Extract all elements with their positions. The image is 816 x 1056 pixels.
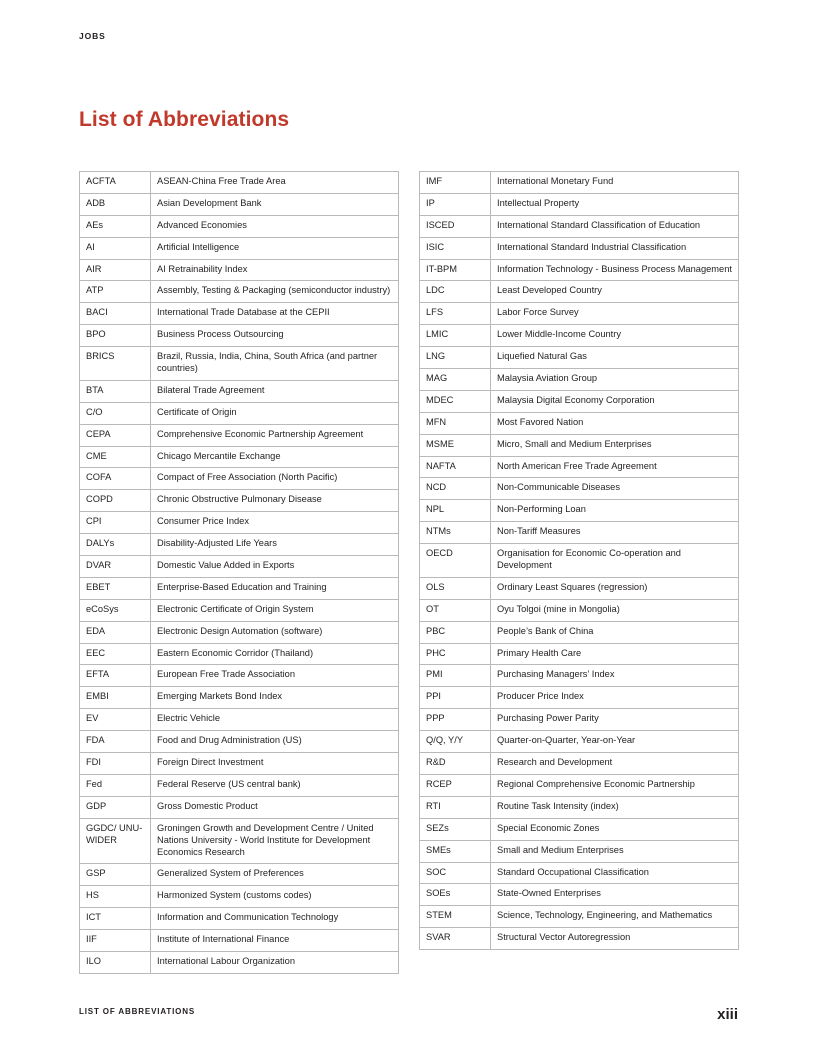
- abbreviation-term: C/O: [80, 402, 151, 424]
- table-row: [420, 500, 739, 522]
- table-row: [420, 325, 739, 347]
- abbreviation-term: Q/Q, Y/Y: [420, 731, 491, 753]
- table-row: [80, 380, 399, 402]
- abbreviation-term: BRICS: [80, 347, 151, 381]
- table-row: [80, 281, 399, 303]
- table-row: [420, 884, 739, 906]
- abbreviation-definition: Primary Health Care: [491, 643, 739, 665]
- abbreviation-term: ADB: [80, 193, 151, 215]
- table-row: [420, 577, 739, 599]
- abbreviation-term: IIF: [80, 930, 151, 952]
- table-row: [420, 434, 739, 456]
- table-row: [80, 753, 399, 775]
- table-row: [80, 774, 399, 796]
- abbreviation-definition: Comprehensive Economic Partnership Agreement: [151, 424, 399, 446]
- table-row: [420, 456, 739, 478]
- table-row: [420, 544, 739, 578]
- abbreviation-term: DALYs: [80, 534, 151, 556]
- table-row: [420, 796, 739, 818]
- table-row: [420, 621, 739, 643]
- table-row: [80, 709, 399, 731]
- abbreviation-term: ACFTA: [80, 172, 151, 194]
- abbreviation-definition: People’s Bank of China: [491, 621, 739, 643]
- abbreviation-term: MAG: [420, 369, 491, 391]
- abbreviation-term: FDA: [80, 731, 151, 753]
- table-row: [420, 840, 739, 862]
- table-row: [80, 599, 399, 621]
- table-row: [420, 412, 739, 434]
- abbreviation-term: PBC: [420, 621, 491, 643]
- abbreviation-definition: Enterprise-Based Education and Training: [151, 577, 399, 599]
- abbreviation-definition: Science, Technology, Engineering, and Mathematics: [491, 906, 739, 928]
- abbreviation-definition: Gross Domestic Product: [151, 796, 399, 818]
- abbreviation-definition: Advanced Economies: [151, 215, 399, 237]
- abbreviation-term: NPL: [420, 500, 491, 522]
- abbreviation-term: LFS: [420, 303, 491, 325]
- abbreviation-term: MDEC: [420, 390, 491, 412]
- abbreviation-term: OLS: [420, 577, 491, 599]
- abbreviation-definition: Food and Drug Administration (US): [151, 731, 399, 753]
- abbreviation-term: SVAR: [420, 928, 491, 950]
- abbreviation-term: HS: [80, 886, 151, 908]
- abbreviation-definition: International Standard Industrial Classification: [491, 237, 739, 259]
- abbreviation-term: SOEs: [420, 884, 491, 906]
- abbreviations-column-right: [419, 171, 739, 974]
- abbreviation-definition: Lower Middle-Income Country: [491, 325, 739, 347]
- abbreviation-definition: Electric Vehicle: [151, 709, 399, 731]
- abbreviation-term: eCoSys: [80, 599, 151, 621]
- abbreviation-term: LDC: [420, 281, 491, 303]
- abbreviation-term: GGDC/ UNU-WIDER: [80, 818, 151, 864]
- table-row: [80, 347, 399, 381]
- table-row: [420, 237, 739, 259]
- table-row: [80, 215, 399, 237]
- table-row: [80, 172, 399, 194]
- abbreviation-definition: Labor Force Survey: [491, 303, 739, 325]
- table-row: [80, 512, 399, 534]
- abbreviation-term: MSME: [420, 434, 491, 456]
- table-row: [420, 281, 739, 303]
- abbreviation-term: LNG: [420, 347, 491, 369]
- abbreviation-term: EV: [80, 709, 151, 731]
- table-row: [80, 446, 399, 468]
- abbreviation-definition: Most Favored Nation: [491, 412, 739, 434]
- abbreviation-definition: Non-Performing Loan: [491, 500, 739, 522]
- abbreviation-term: ISCED: [420, 215, 491, 237]
- table-row: [80, 687, 399, 709]
- abbreviation-definition: ASEAN-China Free Trade Area: [151, 172, 399, 194]
- abbreviation-definition: Electronic Certificate of Origin System: [151, 599, 399, 621]
- abbreviation-definition: Institute of International Finance: [151, 930, 399, 952]
- abbreviation-term: AIR: [80, 259, 151, 281]
- table-row: [80, 468, 399, 490]
- page-number: xiii: [717, 1006, 738, 1023]
- abbreviations-columns: [79, 171, 739, 974]
- abbreviation-term: EBET: [80, 577, 151, 599]
- table-row: [420, 818, 739, 840]
- table-row: [80, 303, 399, 325]
- table-row: [80, 259, 399, 281]
- abbreviation-definition: Malaysia Aviation Group: [491, 369, 739, 391]
- table-row: [80, 665, 399, 687]
- abbreviation-term: EFTA: [80, 665, 151, 687]
- abbreviation-term: SMEs: [420, 840, 491, 862]
- abbreviation-definition: Chronic Obstructive Pulmonary Disease: [151, 490, 399, 512]
- abbreviation-term: PPP: [420, 709, 491, 731]
- table-row: [420, 928, 739, 950]
- abbreviation-definition: Groningen Growth and Development Centre / United Nations University - World Institute for Development Economics Research: [151, 818, 399, 864]
- table-row: [80, 818, 399, 864]
- abbreviation-definition: Liquefied Natural Gas: [491, 347, 739, 369]
- abbreviation-definition: International Standard Classification of Education: [491, 215, 739, 237]
- abbreviation-term: PPI: [420, 687, 491, 709]
- abbreviation-definition: International Monetary Fund: [491, 172, 739, 194]
- abbreviation-term: AI: [80, 237, 151, 259]
- abbreviation-definition: Consumer Price Index: [151, 512, 399, 534]
- abbreviation-definition: Malaysia Digital Economy Corporation: [491, 390, 739, 412]
- table-row: [420, 731, 739, 753]
- abbreviation-definition: AI Retrainability Index: [151, 259, 399, 281]
- abbreviation-definition: Ordinary Least Squares (regression): [491, 577, 739, 599]
- abbreviation-term: ISIC: [420, 237, 491, 259]
- abbreviation-definition: European Free Trade Association: [151, 665, 399, 687]
- abbreviation-definition: Regional Comprehensive Economic Partnership: [491, 774, 739, 796]
- table-row: [80, 643, 399, 665]
- abbreviation-term: FDI: [80, 753, 151, 775]
- abbreviation-term: LMIC: [420, 325, 491, 347]
- table-row: [80, 886, 399, 908]
- table-row: [420, 774, 739, 796]
- abbreviation-term: NAFTA: [420, 456, 491, 478]
- abbreviation-definition: Oyu Tolgoi (mine in Mongolia): [491, 599, 739, 621]
- table-row: [420, 369, 739, 391]
- table-row: [420, 303, 739, 325]
- abbreviation-definition: International Trade Database at the CEPII: [151, 303, 399, 325]
- abbreviation-definition: Disability-Adjusted Life Years: [151, 534, 399, 556]
- abbreviation-term: SOC: [420, 862, 491, 884]
- abbreviation-definition: Bilateral Trade Agreement: [151, 380, 399, 402]
- abbreviation-definition: Electronic Design Automation (software): [151, 621, 399, 643]
- abbreviation-term: MFN: [420, 412, 491, 434]
- abbreviation-term: RTI: [420, 796, 491, 818]
- abbreviation-definition: Routine Task Intensity (index): [491, 796, 739, 818]
- abbreviation-term: CEPA: [80, 424, 151, 446]
- abbreviation-definition: Intellectual Property: [491, 193, 739, 215]
- abbreviation-definition: Research and Development: [491, 753, 739, 775]
- abbreviation-definition: Quarter-on-Quarter, Year-on-Year: [491, 731, 739, 753]
- abbreviation-definition: Purchasing Power Parity: [491, 709, 739, 731]
- page-title: List of Abbreviations: [79, 108, 290, 131]
- abbreviation-definition: Non-Communicable Diseases: [491, 478, 739, 500]
- abbreviation-definition: Generalized System of Preferences: [151, 864, 399, 886]
- abbreviation-term: Fed: [80, 774, 151, 796]
- abbreviation-definition: Assembly, Testing & Packaging (semiconductor industry): [151, 281, 399, 303]
- table-row: [420, 643, 739, 665]
- abbreviation-definition: Federal Reserve (US central bank): [151, 774, 399, 796]
- table-row: [420, 906, 739, 928]
- abbreviation-term: STEM: [420, 906, 491, 928]
- abbreviation-definition: North American Free Trade Agreement: [491, 456, 739, 478]
- abbreviation-term: EEC: [80, 643, 151, 665]
- table-row: [420, 709, 739, 731]
- table-row: [420, 478, 739, 500]
- abbreviation-term: R&D: [420, 753, 491, 775]
- table-row: [420, 753, 739, 775]
- table-row: [80, 864, 399, 886]
- abbreviation-term: PMI: [420, 665, 491, 687]
- abbreviation-term: COPD: [80, 490, 151, 512]
- table-row: [420, 193, 739, 215]
- abbreviation-definition: Producer Price Index: [491, 687, 739, 709]
- abbreviation-definition: Micro, Small and Medium Enterprises: [491, 434, 739, 456]
- abbreviation-term: ICT: [80, 908, 151, 930]
- abbreviation-definition: Certificate of Origin: [151, 402, 399, 424]
- abbreviation-term: OECD: [420, 544, 491, 578]
- abbreviation-definition: Information Technology - Business Process Management: [491, 259, 739, 281]
- table-row: [80, 193, 399, 215]
- abbreviation-term: EMBI: [80, 687, 151, 709]
- abbreviations-table-left: [79, 171, 399, 974]
- table-row: [420, 172, 739, 194]
- abbreviation-definition: Compact of Free Association (North Pacific): [151, 468, 399, 490]
- table-row: [420, 665, 739, 687]
- abbreviation-definition: Artificial Intelligence: [151, 237, 399, 259]
- abbreviation-definition: Harmonized System (customs codes): [151, 886, 399, 908]
- abbreviation-term: RCEP: [420, 774, 491, 796]
- abbreviations-column-left: [79, 171, 399, 974]
- abbreviation-term: CME: [80, 446, 151, 468]
- table-row: [80, 237, 399, 259]
- abbreviation-definition: Standard Occupational Classification: [491, 862, 739, 884]
- abbreviation-term: IT-BPM: [420, 259, 491, 281]
- table-row: [80, 731, 399, 753]
- abbreviation-definition: Small and Medium Enterprises: [491, 840, 739, 862]
- table-row: [80, 325, 399, 347]
- abbreviation-term: PHC: [420, 643, 491, 665]
- table-row: [80, 534, 399, 556]
- abbreviation-definition: Foreign Direct Investment: [151, 753, 399, 775]
- table-row: [80, 577, 399, 599]
- table-row: [80, 951, 399, 973]
- abbreviation-term: BACI: [80, 303, 151, 325]
- abbreviation-term: AEs: [80, 215, 151, 237]
- abbreviation-definition: State-Owned Enterprises: [491, 884, 739, 906]
- abbreviation-definition: International Labour Organization: [151, 951, 399, 973]
- abbreviation-term: BTA: [80, 380, 151, 402]
- abbreviation-definition: Brazil, Russia, India, China, South Africa (and partner countries): [151, 347, 399, 381]
- abbreviation-term: EDA: [80, 621, 151, 643]
- table-row: [420, 390, 739, 412]
- abbreviation-term: BPO: [80, 325, 151, 347]
- abbreviation-definition: Non-Tariff Measures: [491, 522, 739, 544]
- abbreviation-term: COFA: [80, 468, 151, 490]
- abbreviation-term: GSP: [80, 864, 151, 886]
- abbreviation-definition: Information and Communication Technology: [151, 908, 399, 930]
- abbreviation-definition: Business Process Outsourcing: [151, 325, 399, 347]
- abbreviations-table-right: [419, 171, 739, 950]
- abbreviation-term: DVAR: [80, 556, 151, 578]
- abbreviation-definition: Structural Vector Autoregression: [491, 928, 739, 950]
- table-row: [420, 687, 739, 709]
- table-row: [420, 522, 739, 544]
- table-row: [420, 259, 739, 281]
- footer-section-label: LIST OF ABBREVIATIONS: [79, 1007, 196, 1016]
- table-row: [420, 347, 739, 369]
- table-row: [420, 862, 739, 884]
- abbreviation-term: NCD: [420, 478, 491, 500]
- table-row: [420, 215, 739, 237]
- abbreviation-term: ILO: [80, 951, 151, 973]
- table-row: [80, 556, 399, 578]
- abbreviation-term: SEZs: [420, 818, 491, 840]
- abbreviation-term: IP: [420, 193, 491, 215]
- table-row: [420, 599, 739, 621]
- table-row: [80, 490, 399, 512]
- table-row: [80, 424, 399, 446]
- abbreviation-definition: Organisation for Economic Co-operation and Development: [491, 544, 739, 578]
- abbreviation-term: GDP: [80, 796, 151, 818]
- running-head: JOBS: [79, 31, 106, 41]
- table-row: [80, 908, 399, 930]
- abbreviation-definition: Eastern Economic Corridor (Thailand): [151, 643, 399, 665]
- abbreviation-definition: Emerging Markets Bond Index: [151, 687, 399, 709]
- table-row: [80, 796, 399, 818]
- abbreviation-definition: Least Developed Country: [491, 281, 739, 303]
- abbreviation-term: OT: [420, 599, 491, 621]
- abbreviation-definition: Domestic Value Added in Exports: [151, 556, 399, 578]
- abbreviation-term: NTMs: [420, 522, 491, 544]
- abbreviation-definition: Special Economic Zones: [491, 818, 739, 840]
- table-row: [80, 930, 399, 952]
- table-row: [80, 621, 399, 643]
- abbreviation-term: CPI: [80, 512, 151, 534]
- abbreviation-term: IMF: [420, 172, 491, 194]
- abbreviation-definition: Chicago Mercantile Exchange: [151, 446, 399, 468]
- abbreviation-definition: Purchasing Managers’ Index: [491, 665, 739, 687]
- table-row: [80, 402, 399, 424]
- abbreviation-term: ATP: [80, 281, 151, 303]
- abbreviation-definition: Asian Development Bank: [151, 193, 399, 215]
